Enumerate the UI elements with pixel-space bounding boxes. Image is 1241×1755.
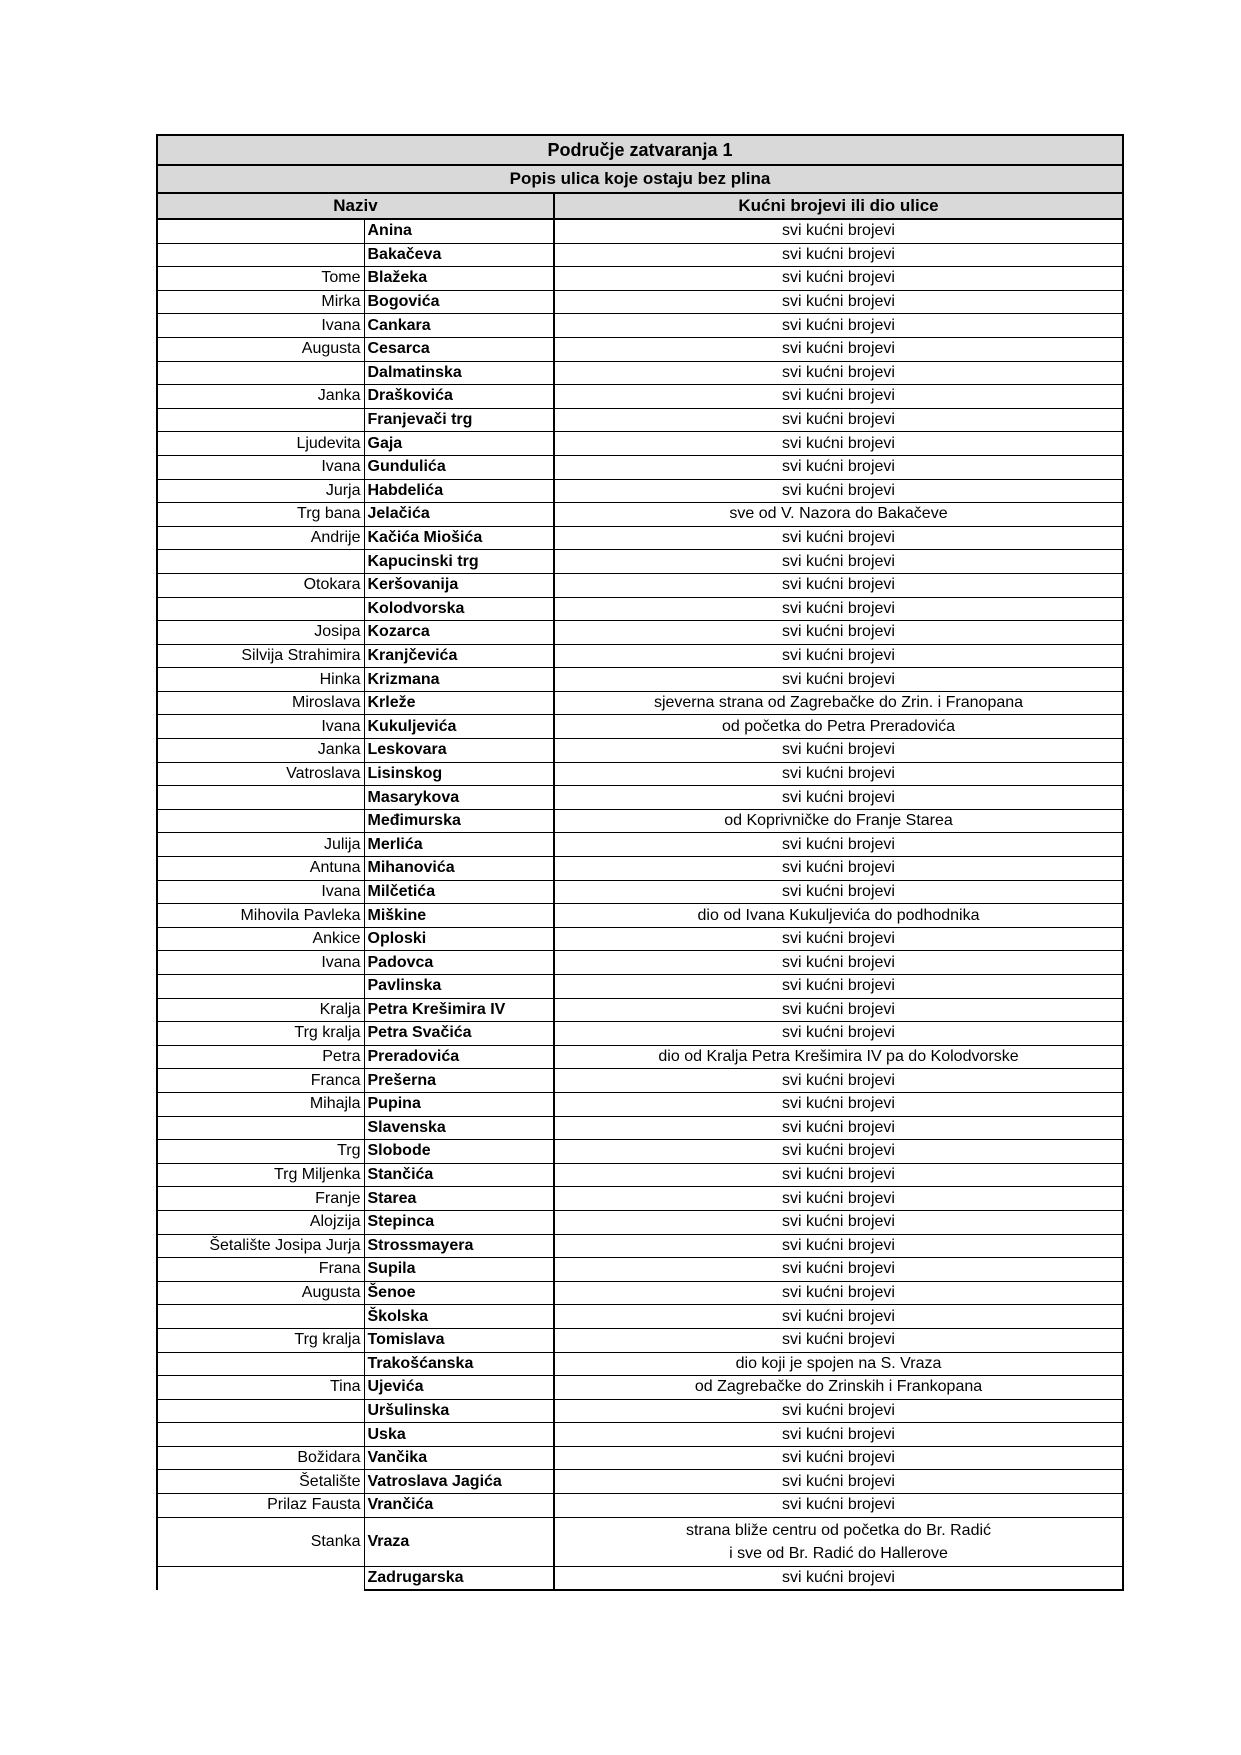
- street-prefix: Augusta: [157, 1281, 364, 1305]
- table-row: [157, 1258, 1123, 1282]
- street-name: Stančića: [364, 1163, 554, 1187]
- street-prefix: Mirka: [157, 290, 364, 314]
- street-name: Franjevači trg: [364, 408, 554, 432]
- street-name: Zadrugarska: [364, 1566, 554, 1590]
- house-number-range: svi kućni brojevi: [554, 1494, 1123, 1518]
- street-prefix: Kralja: [157, 998, 364, 1022]
- street-name: Slobode: [364, 1140, 554, 1164]
- street-name: Petra Svačića: [364, 1022, 554, 1046]
- street-name: Kranjčevića: [364, 644, 554, 668]
- street-name: Petra Krešimira IV: [364, 998, 554, 1022]
- street-prefix: Janka: [157, 739, 364, 763]
- table-row: [157, 1210, 1123, 1234]
- streets-table: [156, 134, 1124, 1591]
- table-row: [157, 455, 1123, 479]
- street-prefix: Trg: [157, 1140, 364, 1164]
- street-name: Miškine: [364, 904, 554, 928]
- street-name: Strossmayera: [364, 1234, 554, 1258]
- street-name: Školska: [364, 1305, 554, 1329]
- document-sheet: [156, 134, 1122, 1591]
- street-prefix: Ivana: [157, 455, 364, 479]
- table-row: [157, 1423, 1123, 1447]
- table-row: [157, 526, 1123, 550]
- house-number-range: svi kućni brojevi: [554, 1140, 1123, 1164]
- street-name: Merlića: [364, 833, 554, 857]
- street-name: Milčetića: [364, 880, 554, 904]
- street-prefix: [157, 243, 364, 267]
- street-prefix: [157, 361, 364, 385]
- street-prefix: Trg kralja: [157, 1022, 364, 1046]
- house-number-range: svi kućni brojevi: [554, 621, 1123, 645]
- house-number-range: dio koji je spojen na S. Vraza: [554, 1352, 1123, 1376]
- house-number-range: svi kućni brojevi: [554, 1258, 1123, 1282]
- subtitle-row: [157, 165, 1123, 193]
- street-name: Draškovića: [364, 385, 554, 409]
- table-row: [157, 219, 1123, 243]
- table-row: [157, 1328, 1123, 1352]
- table-row: [157, 267, 1123, 291]
- house-number-range: dio od Kralja Petra Krešimira IV pa do Kolodvorske: [554, 1045, 1123, 1069]
- street-prefix: [157, 786, 364, 810]
- house-number-range: sjeverna strana od Zagrebačke do Zrin. i Franopana: [554, 691, 1123, 715]
- house-number-range: svi kućni brojevi: [554, 1069, 1123, 1093]
- house-number-range: svi kućni brojevi: [554, 833, 1123, 857]
- table-row: [157, 1446, 1123, 1470]
- table-row: [157, 998, 1123, 1022]
- table-row: [157, 408, 1123, 432]
- street-name: Keršovanija: [364, 573, 554, 597]
- house-number-range: od Zagrebačke do Zrinskih i Frankopana: [554, 1376, 1123, 1400]
- table-row: [157, 880, 1123, 904]
- street-name: Kapucinski trg: [364, 550, 554, 574]
- house-number-range: sve od V. Nazora do Bakačeve: [554, 503, 1123, 527]
- street-name: Cesarca: [364, 337, 554, 361]
- street-prefix: Franje: [157, 1187, 364, 1211]
- house-number-range: od Koprivničke do Franje Starea: [554, 809, 1123, 833]
- street-prefix: Ivana: [157, 715, 364, 739]
- house-number-range: svi kućni brojevi: [554, 219, 1123, 243]
- house-number-range: svi kućni brojevi: [554, 762, 1123, 786]
- street-prefix: [157, 1423, 364, 1447]
- street-name: Međimurska: [364, 809, 554, 833]
- house-number-range: dio od Ivana Kukuljevića do podhodnika: [554, 904, 1123, 928]
- house-number-range: svi kućni brojevi: [554, 550, 1123, 574]
- street-prefix: Hinka: [157, 668, 364, 692]
- street-name: Gundulića: [364, 455, 554, 479]
- house-number-range: svi kućni brojevi: [554, 951, 1123, 975]
- table-row: [157, 739, 1123, 763]
- house-number-range: svi kućni brojevi: [554, 479, 1123, 503]
- street-name: Ujevića: [364, 1376, 554, 1400]
- table-row: [157, 573, 1123, 597]
- street-name: Stepinca: [364, 1210, 554, 1234]
- street-prefix: Ivana: [157, 880, 364, 904]
- table-row: [157, 337, 1123, 361]
- house-number-range: od početka do Petra Preradovića: [554, 715, 1123, 739]
- table-row: [157, 1140, 1123, 1164]
- street-name: Krleže: [364, 691, 554, 715]
- street-name: Anina: [364, 219, 554, 243]
- street-name: Bogovića: [364, 290, 554, 314]
- street-name: Kozarca: [364, 621, 554, 645]
- street-name: Tomislava: [364, 1328, 554, 1352]
- street-prefix: Trg bana: [157, 503, 364, 527]
- street-prefix: [157, 408, 364, 432]
- house-number-range: svi kućni brojevi: [554, 644, 1123, 668]
- house-number-range: svi kućni brojevi: [554, 573, 1123, 597]
- table-row: [157, 691, 1123, 715]
- table-row: [157, 361, 1123, 385]
- house-number-range: svi kućni brojevi: [554, 975, 1123, 999]
- street-name: Preradovića: [364, 1045, 554, 1069]
- street-name: Vraza: [364, 1517, 554, 1566]
- table-row: [157, 1470, 1123, 1494]
- street-prefix: Mihajla: [157, 1092, 364, 1116]
- house-number-range: svi kućni brojevi: [554, 1423, 1123, 1447]
- street-prefix: Ivana: [157, 314, 364, 338]
- house-number-range: svi kućni brojevi: [554, 243, 1123, 267]
- house-number-range-line: i sve od Br. Radić do Hallerove: [729, 1544, 948, 1562]
- house-number-range: svi kućni brojevi: [554, 1446, 1123, 1470]
- street-name: Gaja: [364, 432, 554, 456]
- street-prefix: Andrije: [157, 526, 364, 550]
- street-name: Starea: [364, 1187, 554, 1211]
- street-prefix: [157, 550, 364, 574]
- table-row: [157, 503, 1123, 527]
- street-name: Uršulinska: [364, 1399, 554, 1423]
- street-name: Habdelića: [364, 479, 554, 503]
- street-prefix: Ljudevita: [157, 432, 364, 456]
- street-name: Bakačeva: [364, 243, 554, 267]
- table-row: [157, 550, 1123, 574]
- street-prefix: [157, 219, 364, 243]
- street-name: Supila: [364, 1258, 554, 1282]
- house-number-range: svi kućni brojevi: [554, 857, 1123, 881]
- house-number-range: svi kućni brojevi: [554, 526, 1123, 550]
- street-prefix: [157, 1305, 364, 1329]
- house-number-range: svi kućni brojevi: [554, 1470, 1123, 1494]
- street-prefix: Stanka: [157, 1517, 364, 1566]
- house-number-range: svi kućni brojevi: [554, 1092, 1123, 1116]
- table-row: [157, 479, 1123, 503]
- street-name: Uska: [364, 1423, 554, 1447]
- street-name: Dalmatinska: [364, 361, 554, 385]
- street-name: Pavlinska: [364, 975, 554, 999]
- title-row: [157, 135, 1123, 165]
- street-prefix: Ankice: [157, 927, 364, 951]
- table-row: [157, 1305, 1123, 1329]
- street-name: Trakošćanska: [364, 1352, 554, 1376]
- house-number-range: svi kućni brojevi: [554, 786, 1123, 810]
- street-prefix: Silvija Strahimira: [157, 644, 364, 668]
- street-prefix: Josipa: [157, 621, 364, 645]
- street-name: Masarykova: [364, 786, 554, 810]
- street-prefix: Frana: [157, 1258, 364, 1282]
- page-subtitle: Popis ulica koje ostaju bez plina: [157, 165, 1123, 193]
- street-prefix: [157, 1399, 364, 1423]
- street-name: Oploski: [364, 927, 554, 951]
- house-number-range: [554, 1517, 1123, 1566]
- table-row: [157, 597, 1123, 621]
- house-number-range: svi kućni brojevi: [554, 337, 1123, 361]
- house-number-range: svi kućni brojevi: [554, 668, 1123, 692]
- street-prefix: [157, 597, 364, 621]
- street-name: Vančika: [364, 1446, 554, 1470]
- street-prefix: [157, 1116, 364, 1140]
- house-number-range: svi kućni brojevi: [554, 314, 1123, 338]
- table-row: [157, 432, 1123, 456]
- column-header-range: Kućni brojevi ili dio ulice: [554, 193, 1123, 219]
- house-number-range: svi kućni brojevi: [554, 408, 1123, 432]
- table-row: [157, 1234, 1123, 1258]
- table-row: [157, 621, 1123, 645]
- house-number-range: svi kućni brojevi: [554, 1210, 1123, 1234]
- house-number-range: svi kućni brojevi: [554, 998, 1123, 1022]
- table-row: [157, 1022, 1123, 1046]
- house-number-range: svi kućni brojevi: [554, 927, 1123, 951]
- house-number-range: svi kućni brojevi: [554, 1399, 1123, 1423]
- street-prefix: [157, 1352, 364, 1376]
- table-row: [157, 786, 1123, 810]
- table-row: [157, 1376, 1123, 1400]
- street-prefix: Janka: [157, 385, 364, 409]
- street-prefix: Petra: [157, 1045, 364, 1069]
- street-prefix: Mihovila Pavleka: [157, 904, 364, 928]
- street-name: Lisinskog: [364, 762, 554, 786]
- street-name: Vrančića: [364, 1494, 554, 1518]
- street-name: Blažeka: [364, 267, 554, 291]
- street-name: Cankara: [364, 314, 554, 338]
- street-name: Šenoe: [364, 1281, 554, 1305]
- house-number-range: svi kućni brojevi: [554, 1163, 1123, 1187]
- table-row: [157, 243, 1123, 267]
- street-prefix: Prilaz Fausta: [157, 1494, 364, 1518]
- street-name: Mihanovića: [364, 857, 554, 881]
- street-prefix: Božidara: [157, 1446, 364, 1470]
- house-number-range: svi kućni brojevi: [554, 1116, 1123, 1140]
- street-prefix: Augusta: [157, 337, 364, 361]
- street-prefix: Franca: [157, 1069, 364, 1093]
- house-number-range: svi kućni brojevi: [554, 597, 1123, 621]
- street-prefix: Tina: [157, 1376, 364, 1400]
- street-prefix: [157, 809, 364, 833]
- street-name: Slavenska: [364, 1116, 554, 1140]
- house-number-range: svi kućni brojevi: [554, 1566, 1123, 1590]
- table-row: [157, 1187, 1123, 1211]
- table-header: [157, 193, 1123, 219]
- table-row: [157, 857, 1123, 881]
- house-number-range: svi kućni brojevi: [554, 290, 1123, 314]
- table-row: [157, 762, 1123, 786]
- house-number-range: svi kućni brojevi: [554, 267, 1123, 291]
- table-row: [157, 833, 1123, 857]
- house-number-range: svi kućni brojevi: [554, 361, 1123, 385]
- page-title: Područje zatvaranja 1: [157, 135, 1123, 165]
- house-number-range: svi kućni brojevi: [554, 455, 1123, 479]
- street-prefix: Trg Miljenka: [157, 1163, 364, 1187]
- table-row: [157, 975, 1123, 999]
- house-number-range: svi kućni brojevi: [554, 432, 1123, 456]
- street-name: Leskovara: [364, 739, 554, 763]
- table-row: [157, 314, 1123, 338]
- house-number-range: svi kućni brojevi: [554, 739, 1123, 763]
- street-name: Kukuljevića: [364, 715, 554, 739]
- street-prefix: Jurja: [157, 479, 364, 503]
- street-prefix: Alojzija: [157, 1210, 364, 1234]
- table-row: [157, 1163, 1123, 1187]
- house-number-range: svi kućni brojevi: [554, 880, 1123, 904]
- street-prefix: Šetalište: [157, 1470, 364, 1494]
- street-prefix: Šetalište Josipa Jurja: [157, 1234, 364, 1258]
- street-name: Kačića Miošića: [364, 526, 554, 550]
- house-number-range-line: strana bliže centru od početka do Br. Radić: [685, 1521, 992, 1539]
- table-row: [157, 1069, 1123, 1093]
- table-row: [157, 1092, 1123, 1116]
- street-prefix: Vatroslava: [157, 762, 364, 786]
- street-prefix: [157, 1566, 364, 1590]
- street-prefix: Tome: [157, 267, 364, 291]
- street-name: Pupina: [364, 1092, 554, 1116]
- street-name: Jelačića: [364, 503, 554, 527]
- table-row: [157, 644, 1123, 668]
- street-prefix: Antuna: [157, 857, 364, 881]
- street-name: Prešerna: [364, 1069, 554, 1093]
- house-number-range: svi kućni brojevi: [554, 1328, 1123, 1352]
- house-number-range: svi kućni brojevi: [554, 1022, 1123, 1046]
- table-row: [157, 290, 1123, 314]
- table-row: [157, 904, 1123, 928]
- table-row: [157, 1494, 1123, 1518]
- table-row: [157, 809, 1123, 833]
- table-row: [157, 668, 1123, 692]
- table-row: [157, 385, 1123, 409]
- street-prefix: [157, 975, 364, 999]
- table-row: [157, 1352, 1123, 1376]
- street-prefix: Otokara: [157, 573, 364, 597]
- street-prefix: Miroslava: [157, 691, 364, 715]
- table-row: [157, 1281, 1123, 1305]
- table-row: [157, 1399, 1123, 1423]
- street-name: Vatroslava Jagića: [364, 1470, 554, 1494]
- street-prefix: Ivana: [157, 951, 364, 975]
- table-row: [157, 715, 1123, 739]
- house-number-range: svi kućni brojevi: [554, 1187, 1123, 1211]
- house-number-range: svi kućni brojevi: [554, 1281, 1123, 1305]
- table-row: [157, 1045, 1123, 1069]
- table-row: [157, 1116, 1123, 1140]
- table-row: [157, 951, 1123, 975]
- house-number-range: svi kućni brojevi: [554, 1305, 1123, 1329]
- column-header-naziv: Naziv: [157, 193, 554, 219]
- street-prefix: Trg kralja: [157, 1328, 364, 1352]
- table-row: [157, 927, 1123, 951]
- house-number-range: svi kućni brojevi: [554, 385, 1123, 409]
- street-prefix: Julija: [157, 833, 364, 857]
- street-name: Krizmana: [364, 668, 554, 692]
- house-number-range: svi kućni brojevi: [554, 1234, 1123, 1258]
- table-row: [157, 1566, 1123, 1590]
- street-name: Kolodvorska: [364, 597, 554, 621]
- street-name: Padovca: [364, 951, 554, 975]
- table-row: [157, 1517, 1123, 1566]
